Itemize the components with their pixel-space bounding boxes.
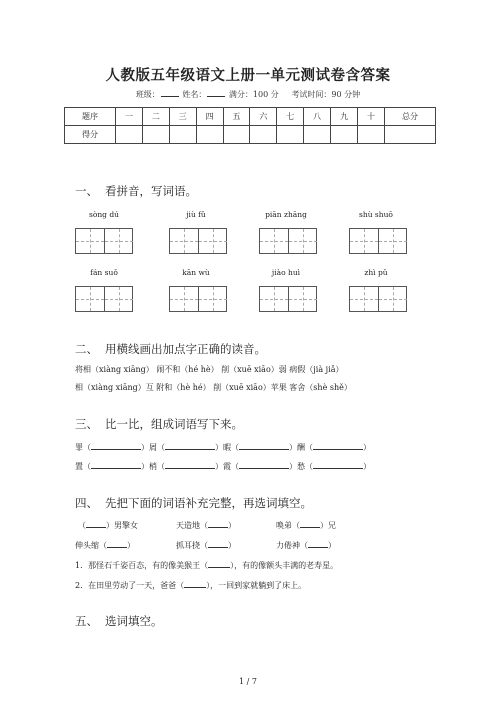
score-header-cell: 三 xyxy=(169,108,196,126)
name-label: 姓名： xyxy=(182,90,207,99)
score-cell[interactable] xyxy=(277,126,304,144)
score-header-cell: 四 xyxy=(196,108,223,126)
score-header-cell: 一 xyxy=(116,108,143,126)
compare-char: ） xyxy=(363,443,371,452)
answer-blank[interactable] xyxy=(300,520,320,528)
score-cell[interactable] xyxy=(331,126,358,144)
idiom-text: 力倦神（ xyxy=(276,541,308,550)
writing-grid[interactable] xyxy=(259,286,317,312)
answer-blank[interactable] xyxy=(165,461,215,469)
answer-blank[interactable] xyxy=(184,580,206,588)
score-row-label: 得分 xyxy=(65,126,116,144)
pronunciation-line-2: 相（xiàng xiāng）互 附和（hè hé） 削（xuē xiāo）苹果 客舍（shè shě） xyxy=(75,383,352,392)
idiom-text: 唤弟（ xyxy=(276,521,300,530)
score-cell[interactable] xyxy=(358,126,385,144)
idiom-item xyxy=(276,540,336,551)
fill-question-2 xyxy=(75,580,306,591)
score-cell[interactable] xyxy=(304,126,331,144)
section-5-heading xyxy=(75,613,163,629)
idiom-item xyxy=(176,520,236,531)
answer-blank[interactable] xyxy=(313,461,363,469)
question-text: ），一回到家就躺到了床上。 xyxy=(206,581,307,590)
section-1-heading xyxy=(75,183,197,199)
writing-grid[interactable] xyxy=(349,228,407,254)
compare-char: 罪（ xyxy=(75,443,91,452)
writing-grid[interactable] xyxy=(75,286,133,312)
section-1-title: 看拼音，写词语。 xyxy=(105,184,197,198)
section-1-number: 一、 xyxy=(75,184,98,198)
idiom-text: ） xyxy=(328,541,336,550)
compare-char: ）酬（ xyxy=(289,443,313,452)
idiom-text: ） xyxy=(228,541,236,550)
answer-blank[interactable] xyxy=(107,540,127,548)
word-compare-row-2 xyxy=(75,461,371,472)
pinyin-label: jiù fǔ xyxy=(186,210,206,219)
compare-char: ）愁（ xyxy=(289,462,313,471)
section-4-heading xyxy=(75,495,312,511)
idiom-text: ） xyxy=(228,521,236,530)
score-header-cell: 总分 xyxy=(385,108,436,126)
score-header-cell: 六 xyxy=(250,108,277,126)
exam-info xyxy=(0,88,496,100)
section-2-heading xyxy=(75,341,266,357)
word-compare-row-1 xyxy=(75,442,371,453)
score-cell[interactable] xyxy=(142,126,169,144)
pronunciation-line-1: 将相（xiàng xiāng） 闹不和（hé hè） 削（xuē xiāo）弱 病假（jià jiǎ） xyxy=(75,365,344,374)
score-cell[interactable] xyxy=(223,126,250,144)
pinyin-label: fán suǒ xyxy=(90,268,118,277)
idiom-text: 伸头缩（ xyxy=(75,541,107,550)
score-table xyxy=(64,107,436,144)
compare-char: ）暇（ xyxy=(215,443,239,452)
answer-blank[interactable] xyxy=(208,520,228,528)
compare-char: ）霞（ xyxy=(215,462,239,471)
compare-char: ）梢（ xyxy=(141,462,165,471)
compare-char: 置（ xyxy=(75,462,91,471)
writing-grid[interactable] xyxy=(259,228,317,254)
section-2-title: 用横线画出加点字正确的读音。 xyxy=(105,342,266,356)
score-header-cell: 七 xyxy=(277,108,304,126)
section-3-heading xyxy=(75,416,243,432)
answer-blank[interactable] xyxy=(313,442,363,450)
score-header-cell: 九 xyxy=(331,108,358,126)
score-table-header-row xyxy=(65,108,436,126)
section-3-title: 比一比，组成词语写下来。 xyxy=(105,417,243,431)
class-blank xyxy=(161,88,179,97)
score-header-cell: 十 xyxy=(358,108,385,126)
score-cell[interactable] xyxy=(116,126,143,144)
section-4-title: 先把下面的词语补充完整，再选词填空。 xyxy=(105,496,312,510)
idiom-item xyxy=(176,540,236,551)
score-header-cell: 五 xyxy=(223,108,250,126)
pinyin-label: piān zhāng xyxy=(265,210,307,219)
full-score: 满分：100 分 xyxy=(228,90,279,99)
score-header-cell: 八 xyxy=(304,108,331,126)
idiom-text: ）兄 xyxy=(320,521,336,530)
answer-blank[interactable] xyxy=(208,540,228,548)
question-text: 1．那怪石千姿百态，有的像美猴王（ xyxy=(75,561,209,570)
page-title: 人教版五年级语文上册一单元测试卷含答案 xyxy=(105,67,391,84)
answer-blank[interactable] xyxy=(91,461,141,469)
exam-time: 考试时间：90 分钟 xyxy=(291,90,361,99)
section-5-number: 五、 xyxy=(75,614,98,628)
compare-char: ）屑（ xyxy=(141,443,165,452)
score-header-cell: 题序 xyxy=(65,108,116,126)
answer-blank[interactable] xyxy=(239,442,289,450)
name-blank xyxy=(207,88,225,97)
class-label: 班级： xyxy=(135,90,160,99)
idiom-text: 天造地（ xyxy=(176,521,208,530)
score-cell[interactable] xyxy=(250,126,277,144)
pinyin-label: sòng dú xyxy=(88,210,119,219)
pinyin-label: zhì pǔ xyxy=(364,268,388,277)
answer-blank[interactable] xyxy=(208,560,230,568)
score-cell[interactable] xyxy=(169,126,196,144)
pinyin-label: kān wù xyxy=(182,268,210,277)
writing-grid[interactable] xyxy=(349,286,407,312)
answer-blank[interactable] xyxy=(239,461,289,469)
score-header-cell: 二 xyxy=(142,108,169,126)
answer-blank[interactable] xyxy=(86,520,106,528)
answer-blank[interactable] xyxy=(308,540,328,548)
compare-char: ） xyxy=(363,462,371,471)
idiom-item xyxy=(75,540,135,551)
idiom-text: 抓耳挠（ xyxy=(176,541,208,550)
section-3-number: 三、 xyxy=(75,417,98,431)
question-text: ），有的像额头丰满的老寿星。 xyxy=(230,561,339,570)
answer-blank[interactable] xyxy=(165,442,215,450)
writing-grid[interactable] xyxy=(169,286,227,312)
fill-question-1 xyxy=(75,560,338,571)
question-text: 2．在田里劳动了一天，爸爸（ xyxy=(75,581,185,590)
section-5-title: 选词填空。 xyxy=(105,614,163,628)
idiom-item xyxy=(78,520,138,531)
section-4-number: 四、 xyxy=(75,496,98,510)
idiom-item xyxy=(276,520,336,531)
score-cell[interactable] xyxy=(385,126,436,144)
pinyin-label: jiào huì xyxy=(271,268,301,277)
idiom-text: （ xyxy=(78,521,86,530)
writing-grid[interactable] xyxy=(169,228,227,254)
page-number: 1 / 7 xyxy=(239,677,257,686)
section-2-number: 二、 xyxy=(75,342,98,356)
score-cell[interactable] xyxy=(196,126,223,144)
idiom-text: ） xyxy=(127,541,135,550)
score-table-score-row xyxy=(65,126,436,144)
idiom-text: ）男擎女 xyxy=(106,521,138,530)
writing-grid[interactable] xyxy=(75,228,133,254)
answer-blank[interactable] xyxy=(91,442,141,450)
pinyin-label: shù shuō xyxy=(359,210,393,219)
